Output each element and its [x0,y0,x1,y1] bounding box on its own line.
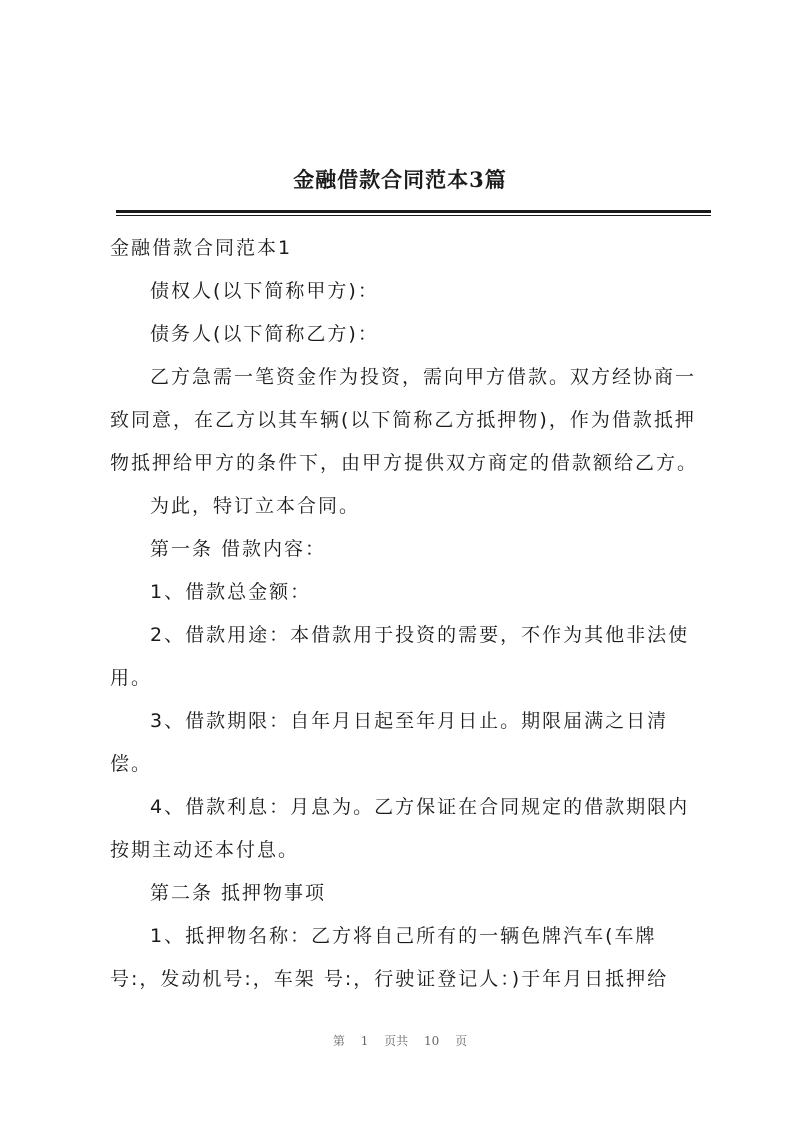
paragraph-line: 物抵押给甲方的条件下，由甲方提供双方商定的借款额给乙方。 [110,452,699,474]
clause-line: 1、抵押物名称：乙方将自己所有的一辆色牌汽车(车牌 [150,925,657,947]
paragraph-line: 致同意，在乙方以其车辆(以下简称乙方抵押物)，作为借款抵押 [110,409,696,431]
footer-total-pages: 10 [424,1034,440,1048]
article-heading: 第二条 抵押物事项 [150,882,327,904]
document-body [110,233,710,1007]
paragraph-line: 为此，特订立本合同。 [150,495,361,517]
footer-page-suffix: 页 [455,1034,468,1048]
clause-line: 偿。 [110,753,153,775]
clause-line: 用。 [110,667,153,689]
clause-line: 2、借款用途：本借款用于投资的需要，不作为其他非法使 [150,624,690,646]
clause-line: 3、借款期限：自年月日起至年月日止。期限届满之日清 [150,710,669,732]
paragraph-line: 乙方急需一笔资金作为投资，需向甲方借款。双方经协商一 [150,366,697,388]
document-title: 金融借款合同范本3篇 [293,167,507,192]
clause-line: 1、借款总金额： [150,581,312,603]
footer-page-number: 1 [360,1034,369,1048]
clause-line: 按期主动还本付息。 [110,839,300,861]
clause-line: 4、借款利息：月息为。乙方保证在合同规定的借款期限内 [150,796,690,818]
title-divider-thick [116,210,711,213]
article-heading: 第一条 借款内容： [150,538,327,560]
clause-line: 号:，发动机号:，车架 号:，行驶证登记人：)于年月日抵押给 [110,968,669,990]
debtor-line: 债务人(以下简称乙方)： [150,323,379,345]
footer-page-label: 第 [332,1034,345,1048]
page-footer [0,1032,800,1049]
title-divider-thin [116,215,711,216]
creditor-line: 债权人(以下简称甲方)： [150,280,379,302]
footer-page-of: 页共 [384,1034,409,1048]
section-heading: 金融借款合同范本1 [110,237,293,259]
